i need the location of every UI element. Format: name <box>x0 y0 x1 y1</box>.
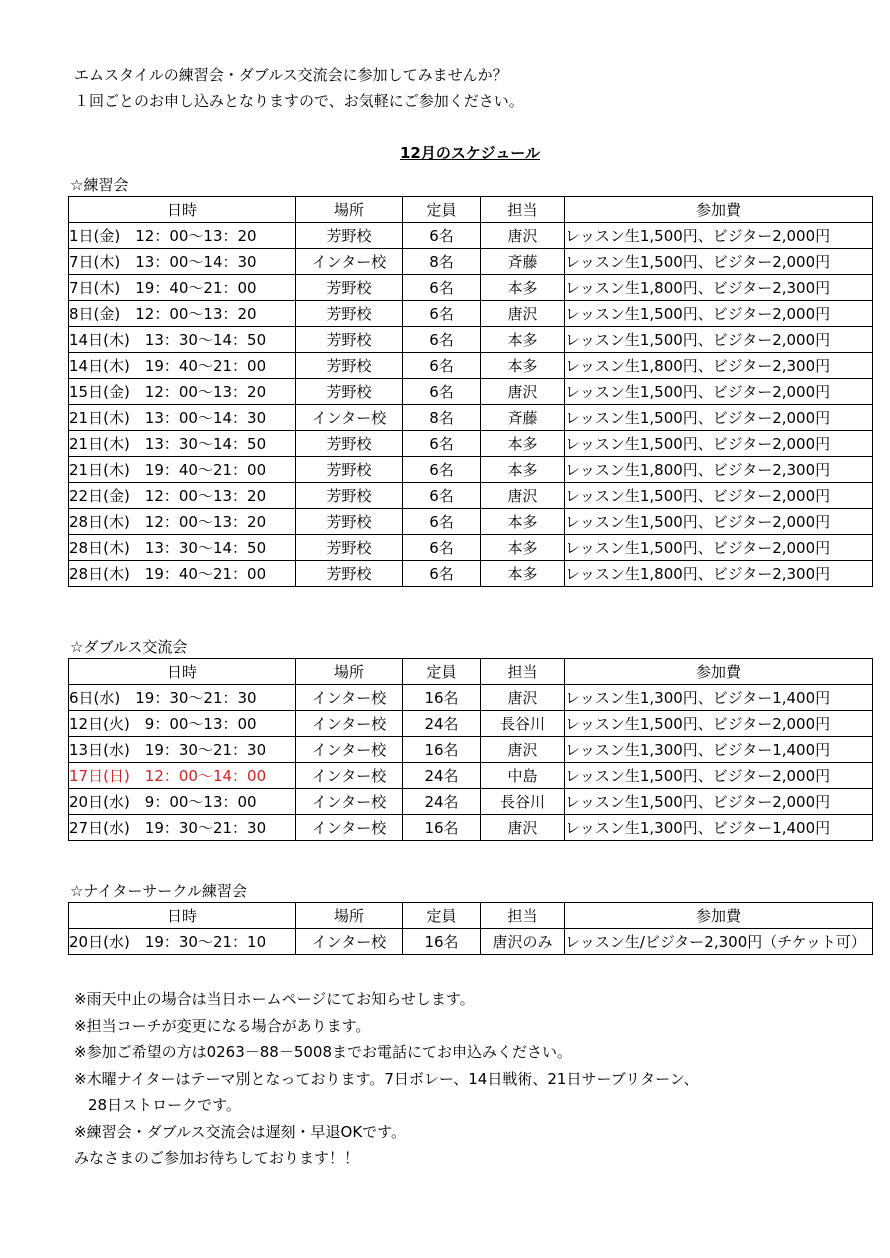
cell-capacity: 6名 <box>403 431 481 457</box>
cell-capacity: 16名 <box>403 929 481 955</box>
cell-date: 21日(木) 13：00～14：30 <box>69 405 296 431</box>
doubles-table <box>68 658 873 841</box>
cell-fee: レッスン生1,300円、ビジター1,400円 <box>565 815 873 841</box>
cell-capacity: 6名 <box>403 483 481 509</box>
cell-staff: 本多 <box>481 561 565 587</box>
cell-fee: レッスン生1,500円、ビジター2,000円 <box>565 249 873 275</box>
intro-line-1: エムスタイルの練習会・ダブルス交流会に参加してみませんか？ <box>74 66 508 84</box>
cell-fee: レッスン生1,800円、ビジター2,300円 <box>565 457 873 483</box>
header-date: 日時 <box>69 197 296 223</box>
table-row <box>69 763 873 789</box>
table-row <box>69 483 873 509</box>
cell-capacity: 6名 <box>403 535 481 561</box>
table-row <box>69 457 873 483</box>
table-row <box>69 301 873 327</box>
cell-staff: 唐沢 <box>481 685 565 711</box>
cell-date: 28日(木) 12：00～13：20 <box>69 509 296 535</box>
note-line: みなさまのご参加お待ちしております！！ <box>74 1149 360 1167</box>
cell-fee: レッスン生1,500円、ビジター2,000円 <box>565 301 873 327</box>
cell-place: インター校 <box>296 405 403 431</box>
table-row <box>69 929 873 955</box>
cell-place: 芳野校 <box>296 301 403 327</box>
table-row <box>69 685 873 711</box>
cell-staff: 本多 <box>481 275 565 301</box>
cell-staff: 長谷川 <box>481 789 565 815</box>
table-row <box>69 711 873 737</box>
cell-staff: 唐沢 <box>481 737 565 763</box>
cell-capacity: 6名 <box>403 509 481 535</box>
cell-staff: 斉藤 <box>481 249 565 275</box>
cell-capacity: 16名 <box>403 685 481 711</box>
cell-place: インター校 <box>296 789 403 815</box>
cell-staff: 唐沢 <box>481 301 565 327</box>
note-line: ※参加ご希望の方は0263－88－5008までお電話にてお申込みください。 <box>74 1043 573 1061</box>
table-row <box>69 815 873 841</box>
cell-staff: 本多 <box>481 431 565 457</box>
table-row <box>69 353 873 379</box>
cell-place: 芳野校 <box>296 431 403 457</box>
cell-date: 14日(木) 19：40～21：00 <box>69 353 296 379</box>
cell-fee: レッスン生1,500円、ビジター2,000円 <box>565 379 873 405</box>
header-date: 日時 <box>69 659 296 685</box>
header-staff: 担当 <box>481 903 565 929</box>
cell-capacity: 6名 <box>403 275 481 301</box>
cell-fee: レッスン生1,500円、ビジター2,000円 <box>565 405 873 431</box>
cell-capacity: 24名 <box>403 763 481 789</box>
cell-date: 20日(水) 9：00～13：00 <box>69 789 296 815</box>
table-row <box>69 379 873 405</box>
cell-capacity: 16名 <box>403 815 481 841</box>
cell-place: 芳野校 <box>296 483 403 509</box>
header-staff: 担当 <box>481 659 565 685</box>
table-row <box>69 737 873 763</box>
cell-place: 芳野校 <box>296 353 403 379</box>
doubles-section-label: ☆ダブルス交流会 <box>70 638 188 656</box>
cell-place: 芳野校 <box>296 327 403 353</box>
cell-capacity: 6名 <box>403 301 481 327</box>
header-fee: 参加費 <box>565 197 873 223</box>
cell-staff: 本多 <box>481 535 565 561</box>
cell-date: 20日(水) 19：30～21：10 <box>69 929 296 955</box>
table-header-row <box>69 197 873 223</box>
cell-staff: 唐沢 <box>481 379 565 405</box>
header-capacity: 定員 <box>403 903 481 929</box>
cell-date: 27日(水) 19：30～21：30 <box>69 815 296 841</box>
practice-section-label: ☆練習会 <box>70 176 129 194</box>
header-place: 場所 <box>296 659 403 685</box>
table-row <box>69 789 873 815</box>
cell-staff: 唐沢のみ <box>481 929 565 955</box>
cell-place: 芳野校 <box>296 275 403 301</box>
cell-fee: レッスン生1,500円、ビジター2,000円 <box>565 431 873 457</box>
cell-fee: レッスン生1,500円、ビジター2,000円 <box>565 711 873 737</box>
cell-staff: 本多 <box>481 509 565 535</box>
cell-place: 芳野校 <box>296 535 403 561</box>
notes <box>74 986 699 1172</box>
cell-fee: レッスン生1,800円、ビジター2,300円 <box>565 353 873 379</box>
cell-date: 14日(木) 13：30～14：50 <box>69 327 296 353</box>
cell-capacity: 6名 <box>403 379 481 405</box>
cell-capacity: 6名 <box>403 561 481 587</box>
cell-date: 28日(木) 13：30～14：50 <box>69 535 296 561</box>
header-date: 日時 <box>69 903 296 929</box>
note-line: 28日ストロークです。 <box>88 1096 241 1114</box>
cell-staff: 本多 <box>481 457 565 483</box>
cell-place: インター校 <box>296 711 403 737</box>
note-line: ※練習会・ダブルス交流会は遅刻・早退OKです。 <box>74 1122 406 1141</box>
header-fee: 参加費 <box>565 659 873 685</box>
cell-capacity: 16名 <box>403 737 481 763</box>
cell-fee: レッスン生1,800円、ビジター2,300円 <box>565 275 873 301</box>
cell-staff: 本多 <box>481 353 565 379</box>
cell-place: インター校 <box>296 763 403 789</box>
cell-place: インター校 <box>296 685 403 711</box>
table-row <box>69 249 873 275</box>
practice-table <box>68 196 873 587</box>
cell-fee: レッスン生/ビジター2,300円（チケット可） <box>565 929 873 955</box>
cell-staff: 唐沢 <box>481 483 565 509</box>
table-header-row <box>69 659 873 685</box>
cell-capacity: 6名 <box>403 353 481 379</box>
header-capacity: 定員 <box>403 659 481 685</box>
cell-place: インター校 <box>296 737 403 763</box>
cell-date: 1日(金) 12：00～13：20 <box>69 223 296 249</box>
cell-date: 21日(木) 13：30～14：50 <box>69 431 296 457</box>
cell-place: 芳野校 <box>296 509 403 535</box>
nighter-section-label: ☆ナイターサークル練習会 <box>70 882 247 900</box>
cell-place: インター校 <box>296 929 403 955</box>
intro-text <box>74 62 524 114</box>
cell-date: 6日(水) 19：30～21：30 <box>69 685 296 711</box>
cell-staff: 長谷川 <box>481 711 565 737</box>
cell-fee: レッスン生1,500円、ビジター2,000円 <box>565 483 873 509</box>
cell-capacity: 8名 <box>403 405 481 431</box>
note-line: ※担当コーチが変更になる場合があります。 <box>74 1016 371 1035</box>
cell-capacity: 6名 <box>403 223 481 249</box>
table-row <box>69 535 873 561</box>
cell-staff: 唐沢 <box>481 815 565 841</box>
table-row <box>69 431 873 457</box>
note-line: ※木曜ナイターはテーマ別となっております。7日ボレー、14日戦術、21日サーブリターン、 <box>74 1069 699 1088</box>
cell-date: 7日(木) 13：00～14：30 <box>69 249 296 275</box>
cell-fee: レッスン生1,500円、ビジター2,000円 <box>565 789 873 815</box>
cell-place: 芳野校 <box>296 379 403 405</box>
table-header-row <box>69 903 873 929</box>
cell-capacity: 6名 <box>403 327 481 353</box>
header-place: 場所 <box>296 903 403 929</box>
cell-date: 21日(木) 19：40～21：00 <box>69 457 296 483</box>
cell-date: 13日(水) 19：30～21：30 <box>69 737 296 763</box>
cell-fee: レッスン生1,500円、ビジター2,000円 <box>565 763 873 789</box>
header-staff: 担当 <box>481 197 565 223</box>
cell-capacity: 24名 <box>403 711 481 737</box>
intro-line-2: １回ごとのお申し込みとなりますので、お気軽にご参加ください。 <box>74 92 524 110</box>
note-line: ※雨天中止の場合は当日ホームページにてお知らせします。 <box>74 990 475 1008</box>
table-row <box>69 561 873 587</box>
table-row <box>69 405 873 431</box>
table-row <box>69 327 873 353</box>
cell-staff: 中島 <box>481 763 565 789</box>
cell-staff: 斉藤 <box>481 405 565 431</box>
cell-fee: レッスン生1,300円、ビジター1,400円 <box>565 685 873 711</box>
table-row <box>69 223 873 249</box>
cell-date: 15日(金) 12：00～13：20 <box>69 379 296 405</box>
cell-place: 芳野校 <box>296 561 403 587</box>
nighter-table <box>68 902 873 955</box>
table-row <box>69 509 873 535</box>
cell-capacity: 8名 <box>403 249 481 275</box>
cell-date: 28日(木) 19：40～21：00 <box>69 561 296 587</box>
cell-date: 12日(火) 9：00～13：00 <box>69 711 296 737</box>
cell-fee: レッスン生1,500円、ビジター2,000円 <box>565 535 873 561</box>
cell-date: 17日(日) 12：00～14：00 <box>69 763 296 789</box>
cell-staff: 唐沢 <box>481 223 565 249</box>
header-fee: 参加費 <box>565 903 873 929</box>
cell-date: 22日(金) 12：00～13：20 <box>69 483 296 509</box>
header-place: 場所 <box>296 197 403 223</box>
table-row <box>69 275 873 301</box>
cell-fee: レッスン生1,800円、ビジター2,300円 <box>565 561 873 587</box>
cell-staff: 本多 <box>481 327 565 353</box>
cell-place: 芳野校 <box>296 223 403 249</box>
header-capacity: 定員 <box>403 197 481 223</box>
cell-date: 8日(金) 12：00～13：20 <box>69 301 296 327</box>
cell-place: 芳野校 <box>296 457 403 483</box>
schedule-title: 12月のスケジュール <box>400 144 540 162</box>
cell-capacity: 24名 <box>403 789 481 815</box>
cell-fee: レッスン生1,300円、ビジター1,400円 <box>565 737 873 763</box>
cell-date: 7日(木) 19：40～21：00 <box>69 275 296 301</box>
cell-fee: レッスン生1,500円、ビジター2,000円 <box>565 327 873 353</box>
cell-fee: レッスン生1,500円、ビジター2,000円 <box>565 509 873 535</box>
cell-capacity: 6名 <box>403 457 481 483</box>
cell-place: インター校 <box>296 249 403 275</box>
cell-fee: レッスン生1,500円、ビジター2,000円 <box>565 223 873 249</box>
cell-place: インター校 <box>296 815 403 841</box>
